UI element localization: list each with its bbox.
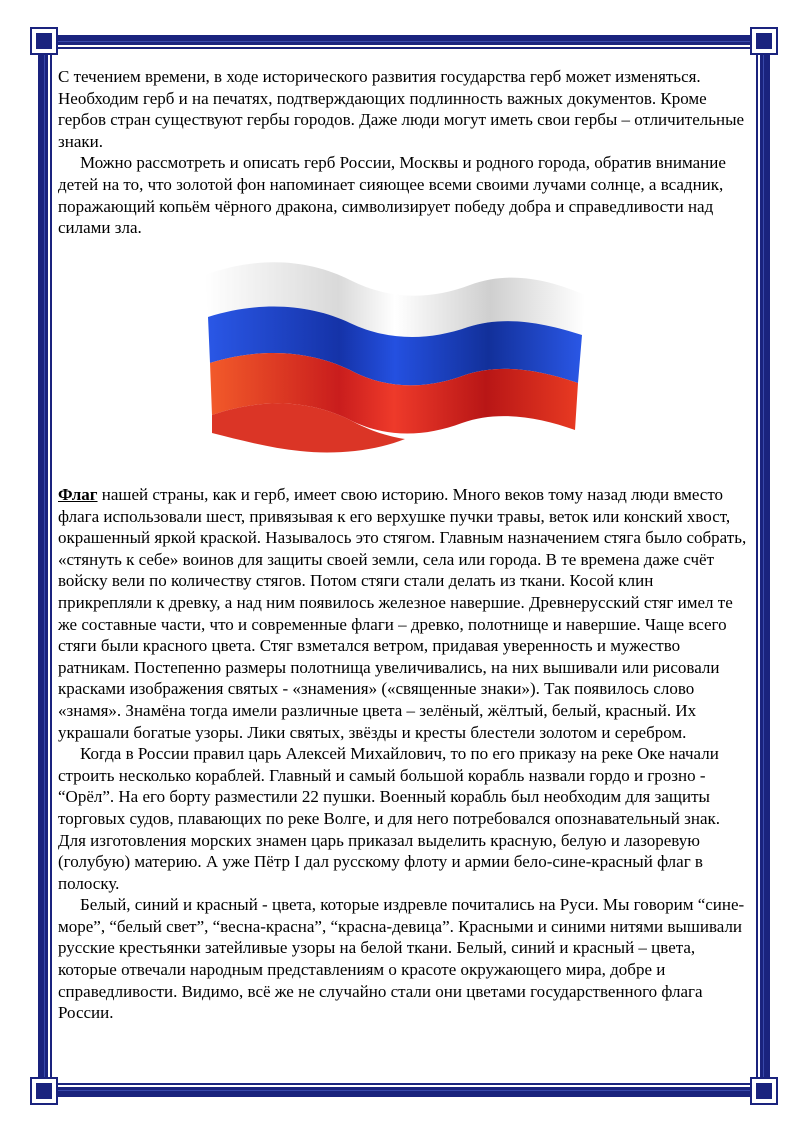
paragraph-tsar-aleksey: Когда в России правил царь Алексей Михайлович, то по его приказу на реке Оке начали строить несколько кораблей. Главный и самый большой корабль назвали гордо и грозно - “Орёл”. На его борту разместили 22 пушки. Военный корабль был необходим для защиты торговых судов, плавающих по реке Волге, и для него потребовался опознавательный знак. Для изготовления морских знамен царь приказал выделить красную, белую и лазоревую (голубую) материю. А уже Пётр I дал русскому флоту и армии бело-сине-красный флаг в полоску. [58, 744, 721, 893]
russian-flag-illustration [200, 255, 590, 470]
paragraph-flag-history [58, 484, 748, 743]
flag-paragraph-text: нашей страны, как и герб, имеет свою историю. Много веков тому назад люди вместо флага использовали шест, привязывая к его верхушке пучки травы, веток или конский хвост, окрашенный яркой краской. Называлось это стягом. Главным назначением стяга было собрать, «стянуть к себе» воинов для защиты своей земли, села или города. В те времена даже счёт войску вели по количеству стягов. Потом стяги стали делать из ткани. Косой клин прикрепляли к древку, а над ним появилось железное навершие. Древнерусский стяг имел те же составные части, что и современные флаги – древко, полотнище и навершие. Чаще всего стяги были красного цвета. Стяг взметался ветром, придавая уверенность и мужество ратникам. Постепенно размеры полотнища увеличивались, на них вышивали или рисовали красками изображения святых - «знамения» («священные знаки»). Так появилось слово «знамя». Знамёна тогда имели различные цвета – зелёный, жёлтый, белый, красный. Их украшали богатые узоры. Лики святых, звёзды и кресты блестели золотом и серебром. [58, 485, 747, 742]
paragraph-flag-colors: Белый, синий и красный - цвета, которые издревле почитались на Руси. Мы говорим “сине-море”, “белый свет”, “весна-красна”, “красна-девица”. Красными и синими нитями вышивали русские крестьянки затейливые узоры на белой ткани. Белый, синий и красный – цвета, которые отвечали народным представлениям о красоте окружающего мира, добре и справедливости. Видимо, всё же не случайно стали они цветами государственного флага России. [58, 895, 745, 1023]
russian-flag-waving-icon [200, 255, 590, 470]
paragraph-coat-of-arms-history: С течением времени, в ходе исторического развития государства герб может изменяться. Необходим герб и на печатях, подтверждающих подлинность важных документов. Кроме гербов стран существуют гербы городов. Даже люди могут иметь свои гербы – отличительные знаки. [58, 67, 745, 151]
flag-keyword: Флаг [58, 485, 98, 504]
document-body-top [58, 66, 748, 239]
corner-ornament-bottom-right [750, 1077, 778, 1105]
corner-ornament-bottom-left [30, 1077, 58, 1105]
corner-ornament-top-left [30, 27, 58, 55]
document-body-bottom [58, 484, 748, 1024]
corner-ornament-top-right [750, 27, 778, 55]
paragraph-coat-of-arms-russia: Можно рассмотреть и описать герб России, Москвы и родного города, обратив внимание детей на то, что золотой фон напоминает сияющее всеми своими лучами солнце, а всадник, поражающий копьём чёрного дракона, символизирует победу добра и справедливости над силами зла. [58, 153, 726, 238]
